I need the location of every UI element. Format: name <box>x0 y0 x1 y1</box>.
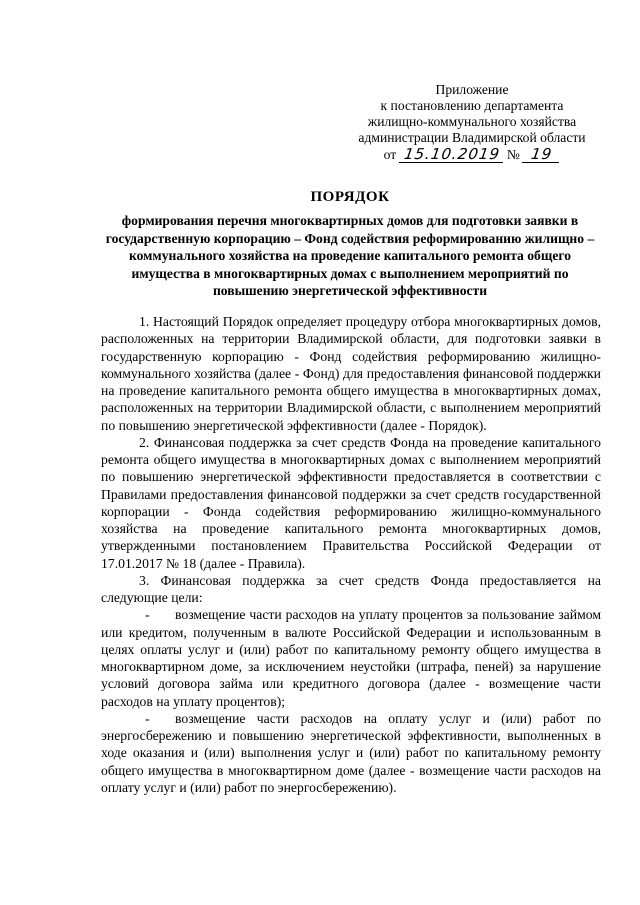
number-sign: № <box>506 147 520 162</box>
appendix-header <box>322 82 622 163</box>
handwritten-number: 19 <box>522 147 561 163</box>
title-block <box>100 188 600 300</box>
appendix-resolution-line: к постановлению департамента <box>380 98 564 113</box>
bullet-text: возмещение части расходов на оплату услуг и (или) работ по энергосбережению и повышению энергетической эффективности, выполненных в ходе оказания и (или) выполнения услуг и (или) работ по капитальному ремонту общего имущества в многоквартирном доме (далее - возмещение части расходов на оплату услуг и (или) работ по энергосбережению). <box>101 710 601 795</box>
document-body <box>101 313 601 796</box>
bullet-item-interest <box>101 606 601 710</box>
paragraph-2: 2. Финансовая поддержка за счет средств Фонда на проведение капитального ремонта общего имущества в многоквартирных домах с выполнением мероприятий по повышению энергетической эффективности предоставляется в соответствии с Правилами предоставления финансовой поддержки за счет средств государственной корпорации - Фонда содействия реформированию жилищно-коммунального хозяйства на проведение капитального ремонта многоквартирных домов, утвержденными постановлением Правительства Российской Федерации от 17.01.2017 № 18 (далее - Правила). <box>101 434 601 571</box>
appendix-administration-line: администрации Владимирской области <box>358 130 586 145</box>
appendix-date-line <box>322 147 622 163</box>
paragraph-3: 3. Финансовая поддержка за счет средств Фонда предоставляется на следующие цели: <box>101 572 601 605</box>
bullet-item-energy <box>101 710 601 796</box>
appendix-department-line: жилищно-коммунального хозяйства <box>367 114 577 129</box>
appendix-title: Приложение <box>435 82 509 97</box>
bullet-dash: - <box>145 607 150 623</box>
paragraph-1: 1. Настоящий Порядок определяет процедуру отбора многоквартирных домов, расположенных на территории Владимирской области, для подготовки заявки в государственную корпорацию - Фонд содействия реформированию жилищно-коммунального хозяйства (далее - Фонд) для предоставления финансовой поддержки на проведение капитального ремонта общего имущества в многоквартирных домах, расположенных на территории Владимирской области, с выполнением мероприятий по повышению энергетической эффективности (далее - Порядок). <box>101 314 601 433</box>
date-prefix: от <box>383 147 397 162</box>
bullet-dash: - <box>145 710 150 726</box>
bullet-text: возмещение части расходов на уплату процентов за пользование займом или кредитом, полученным в валюте Российской Федерации и использованным в целях оплаты услуг и (или) работ по капитальному ремонту общего имущества в многоквартирном доме, за исключением неустойки (штрафа, пеней) за нарушение условий договора займа или кредитного договора (далее - возмещение части расходов на уплату процентов); <box>101 607 601 709</box>
handwritten-date: 15.10.2019 <box>398 147 504 163</box>
document-subtitle: формирования перечня многоквартирных домов для подготовки заявки в государственную корпорацию – Фонд содействия реформированию жилищно – коммунального хозяйства на проведение капитального ремонта общего имущества в многоквартирных домах с выполнением мероприятий по повышению энергетической эффективности <box>105 213 595 298</box>
document-title: ПОРЯДОК <box>310 189 390 205</box>
